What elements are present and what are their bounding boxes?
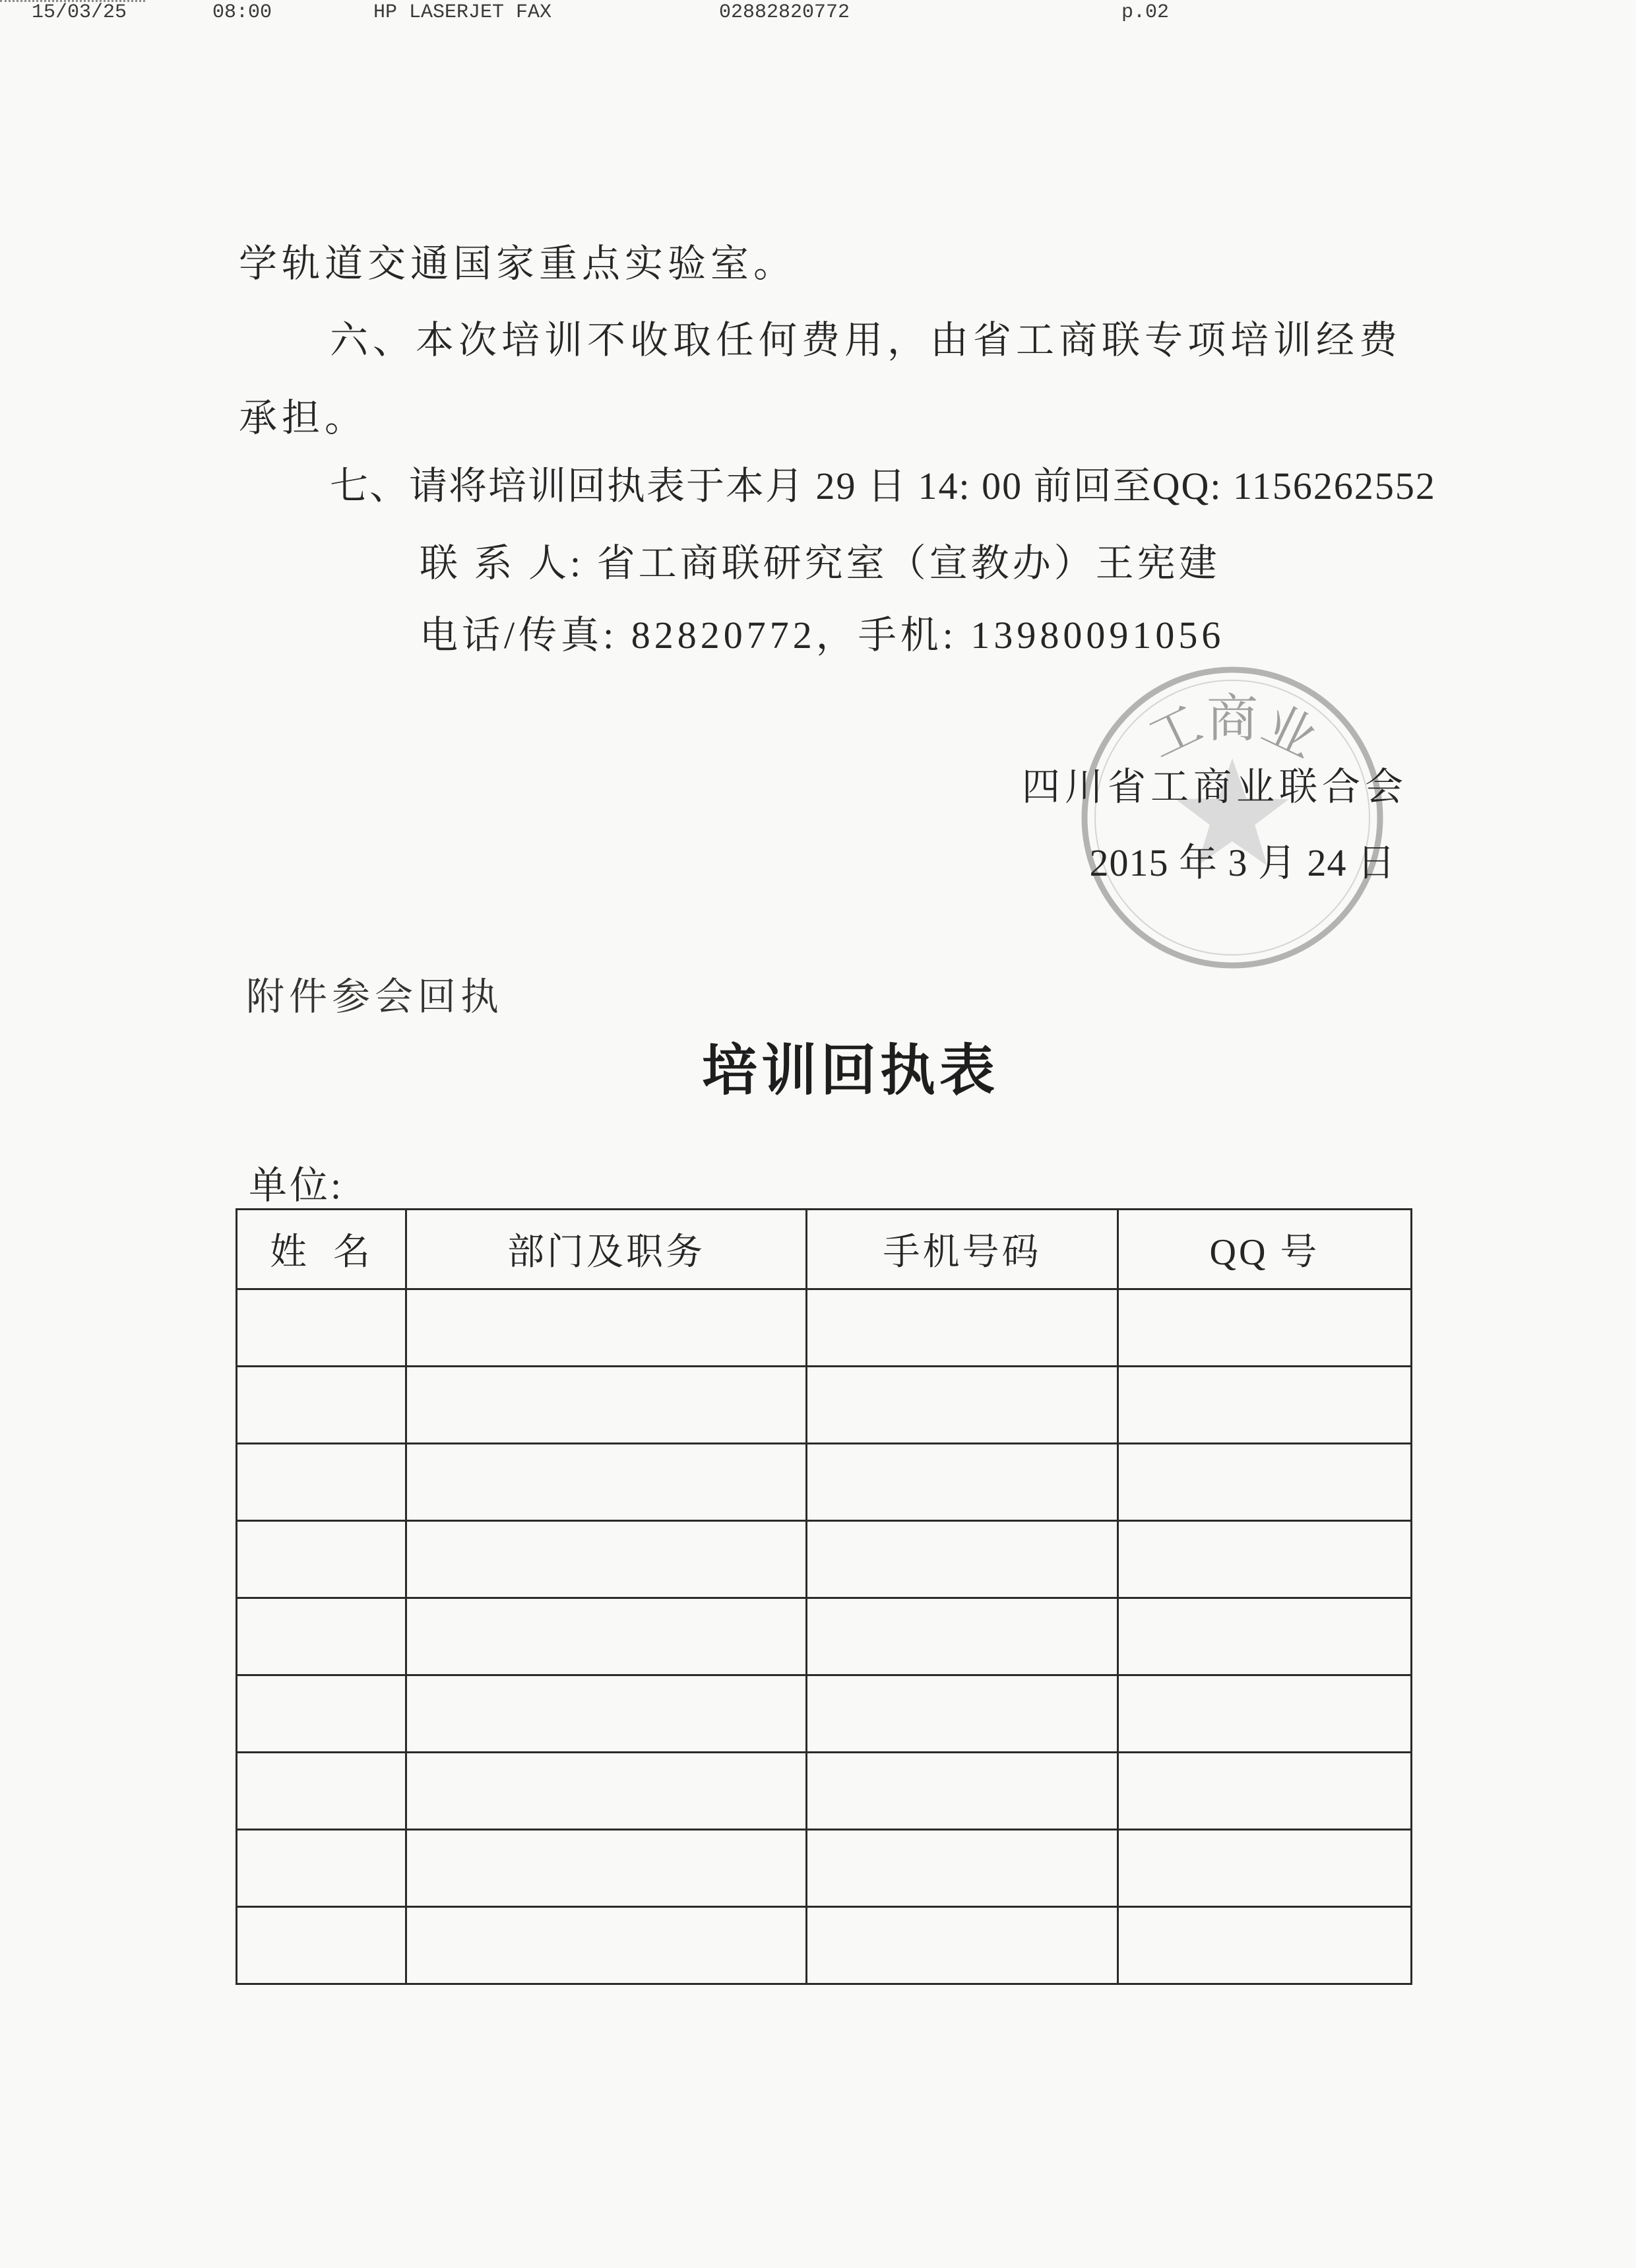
item-7: 七、请将培训回执表于本月 29 日 14: 00 前回至QQ: 1156262552 <box>330 465 1436 507</box>
unit-label: 单位: <box>249 1164 344 1207</box>
name-cell <box>237 1521 406 1598</box>
table-header <box>237 1210 1412 1289</box>
table-row <box>237 1830 1412 1907</box>
item-6-line-1: 六、本次培训不收取任何费用，由省工商联专项培训经费 <box>330 319 1402 362</box>
contact-person: 联 系 人: 省工商联研究室（宣教办）王宪建 <box>420 542 1220 585</box>
table-row <box>237 1753 1412 1830</box>
table-row <box>237 1367 1412 1444</box>
mobile-cell <box>807 1289 1118 1367</box>
mobile-cell <box>807 1444 1118 1521</box>
department-position-cell <box>406 1444 807 1521</box>
department-position-cell <box>406 1907 807 1984</box>
mobile-cell <box>807 1907 1118 1984</box>
mobile-cell <box>807 1367 1118 1444</box>
department-position-cell <box>406 1753 807 1830</box>
name-cell <box>237 1830 406 1907</box>
department-position-cell <box>406 1598 807 1675</box>
header-name: 姓 名 <box>237 1210 406 1289</box>
department-position-cell <box>406 1367 807 1444</box>
fax-number: 02882820772 <box>719 1 850 24</box>
department-position-cell <box>406 1830 807 1907</box>
svg-text:工商业 <box>1139 690 1326 770</box>
contact-phone: 电话/传真: 82820772，手机: 13980091056 <box>420 614 1225 657</box>
table-row <box>237 1598 1412 1675</box>
mobile-cell <box>807 1753 1118 1830</box>
paragraph-continuation: 学轨道交通国家重点实验室。 <box>239 242 797 285</box>
name-cell <box>237 1367 406 1444</box>
name-cell <box>237 1598 406 1675</box>
table-row <box>237 1289 1412 1367</box>
mobile-cell <box>807 1598 1118 1675</box>
mobile-cell <box>807 1830 1118 1907</box>
qq-cell <box>1118 1907 1412 1984</box>
mobile-cell <box>807 1675 1118 1753</box>
department-position-cell <box>406 1675 807 1753</box>
official-seal <box>1074 659 1391 976</box>
qq-cell <box>1118 1753 1412 1830</box>
seal-text: 工商业 <box>1139 689 1326 770</box>
table-row <box>237 1907 1412 1984</box>
fax-date: 15/03/25 <box>32 1 127 24</box>
issuing-organization: 四川省工商业联合会 <box>1021 765 1408 808</box>
qq-cell <box>1118 1289 1412 1367</box>
fax-device: HP LASERJET FAX <box>373 1 552 24</box>
table-body <box>237 1289 1412 1984</box>
attachment-label: 附件参会回执 <box>246 975 504 1018</box>
qq-cell <box>1118 1444 1412 1521</box>
mobile-cell <box>807 1521 1118 1598</box>
issue-date: 2015 年 3 月 24 日 <box>1089 841 1396 884</box>
department-position-cell <box>406 1289 807 1367</box>
table-row <box>237 1675 1412 1753</box>
header-qq: QQ 号 <box>1118 1210 1412 1289</box>
department-position-cell <box>406 1521 807 1598</box>
name-cell <box>237 1289 406 1367</box>
item-6-line-2: 承担。 <box>239 397 368 439</box>
name-cell <box>237 1907 406 1984</box>
name-cell <box>237 1444 406 1521</box>
name-cell <box>237 1675 406 1753</box>
registration-form-table <box>236 1208 1412 1985</box>
header-department-position: 部门及职务 <box>406 1210 807 1289</box>
qq-cell <box>1118 1521 1412 1598</box>
form-title: 培训回执表 <box>702 1037 999 1103</box>
qq-cell <box>1118 1830 1412 1907</box>
fax-time: 08:00 <box>212 1 272 24</box>
qq-cell <box>1118 1598 1412 1675</box>
header-mobile: 手机号码 <box>807 1210 1118 1289</box>
name-cell <box>237 1753 406 1830</box>
qq-cell <box>1118 1367 1412 1444</box>
qq-cell <box>1118 1675 1412 1753</box>
table-row <box>237 1444 1412 1521</box>
table-header-row <box>237 1210 1412 1289</box>
table-row <box>237 1521 1412 1598</box>
fax-page: p.02 <box>1121 1 1170 24</box>
